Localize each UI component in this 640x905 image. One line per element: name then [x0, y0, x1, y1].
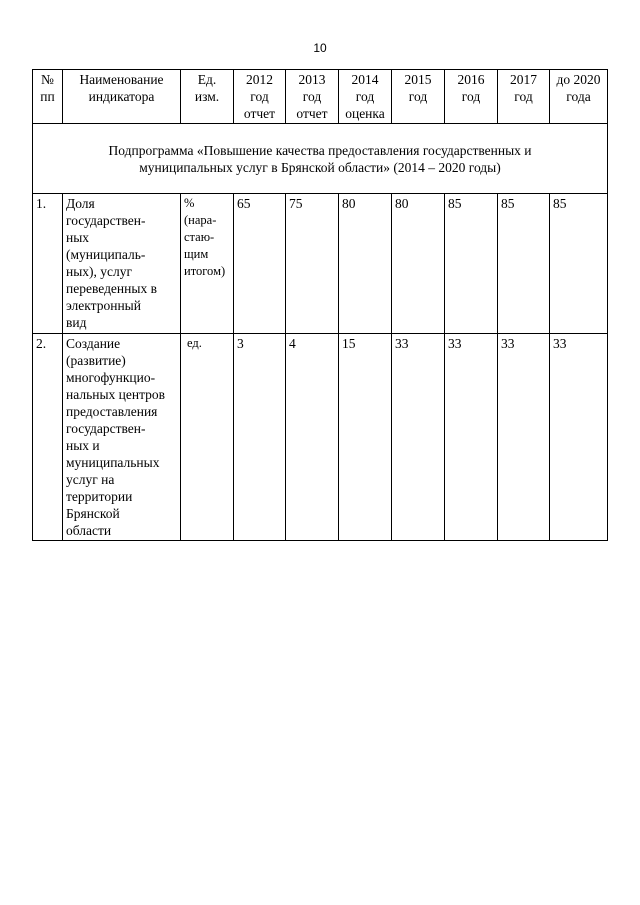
row-1-unit: [181, 194, 234, 334]
row-1-value-2014: 80: [339, 194, 392, 334]
header-num-line-1: №: [41, 72, 54, 87]
row-2-name-line: территории: [66, 489, 133, 504]
row-2-name-line: области: [66, 523, 112, 538]
row-2-value-2012: 3: [234, 334, 286, 541]
header-2014-line-1: 2014: [351, 72, 379, 87]
row-2-name-line: ных и: [66, 438, 100, 453]
header-unit-line-1: Ед.: [197, 72, 217, 87]
header-2017-line-1: 2017: [510, 72, 537, 87]
row-2-name-line: муниципальных: [66, 455, 160, 470]
header-unit: [181, 70, 234, 124]
header-2020: [550, 70, 608, 124]
subprogram-title-line-1: Подпрограмма «Повышение качества предоставления государственных и: [108, 142, 532, 158]
row-2-name-line: Создание: [66, 336, 121, 351]
row-2-name-line: предоставления: [66, 404, 158, 419]
header-num: [33, 70, 63, 124]
header-2014-line-3: оценка: [345, 106, 385, 121]
row-2-name-line: нальных центров: [66, 387, 166, 402]
row-2-name-line: многофункцио-: [66, 370, 156, 385]
row-1-name: [63, 194, 181, 334]
header-num-line-2: пп: [40, 89, 55, 104]
header-name: [63, 70, 181, 124]
header-2020-line-1: до 2020: [556, 72, 601, 87]
header-2016-line-1: 2016: [457, 72, 485, 87]
header-2016-line-2: год: [461, 89, 481, 104]
subprogram-title: [33, 124, 608, 194]
header-name-line-2: индикатора: [88, 89, 155, 104]
header-2013: [286, 70, 339, 124]
header-2017-line-2: год: [514, 89, 533, 104]
row-2-value-2020: 33: [550, 334, 608, 541]
header-2014: [339, 70, 392, 124]
row-1-value-2017: 85: [498, 194, 550, 334]
header-2012: [234, 70, 286, 124]
subprogram-title-line-2: муниципальных услуг в Брянской области» (2014 – 2020 годы): [139, 159, 501, 175]
row-1-name-line: Доля: [66, 196, 95, 211]
row-1-name-line: вид: [66, 315, 87, 330]
row-1-name-line: (муниципаль-: [66, 247, 146, 262]
row-2-name-line: (развитие): [66, 353, 126, 368]
row-2-unit: [181, 334, 234, 541]
row-1-unit-line: итогом): [184, 264, 226, 278]
row-1-value-2013: 75: [286, 194, 339, 334]
row-1-name-line: государствен-: [66, 213, 146, 228]
header-2012-line-2: год: [250, 89, 269, 104]
row-1-unit-line: %: [184, 196, 195, 210]
header-2013-line-1: 2013: [298, 72, 326, 87]
row-2-value-2013: 4: [286, 334, 339, 541]
header-2012-line-1: 2012: [246, 72, 273, 87]
header-2015: [392, 70, 445, 124]
header-2020-line-2: года: [566, 89, 591, 104]
row-1-value-2012: 65: [234, 194, 286, 334]
table-row: [33, 194, 608, 334]
row-2-value-2017: 33: [498, 334, 550, 541]
table-row: [33, 334, 608, 541]
row-1-num: 1.: [33, 194, 63, 334]
row-1-unit-line: щим: [184, 247, 209, 261]
row-2-name-line: государствен-: [66, 421, 146, 436]
row-2-value-2016: 33: [445, 334, 498, 541]
row-2-name-line: Брянской: [66, 506, 120, 521]
header-name-line-1: Наименование: [79, 72, 164, 87]
row-1-value-2016: 85: [445, 194, 498, 334]
header-2014-line-2: год: [355, 89, 375, 104]
header-2013-line-3: отчет: [296, 106, 328, 121]
header-2013-line-2: год: [302, 89, 322, 104]
row-2-name-line: услуг на: [66, 472, 115, 487]
header-unit-line-2: изм.: [194, 89, 220, 104]
header-2012-line-3: отчет: [243, 106, 276, 121]
page-number: 10: [313, 41, 327, 55]
table-header-row: [33, 70, 608, 124]
subprogram-row: [33, 124, 608, 194]
row-1-unit-line: (нара-: [184, 213, 217, 227]
row-1-value-2020: 85: [550, 194, 608, 334]
indicators-table: [32, 69, 608, 541]
row-2-value-2015: 33: [392, 334, 445, 541]
header-2015-line-1: 2015: [404, 72, 432, 87]
row-2-name: [63, 334, 181, 541]
header-2017: [498, 70, 550, 124]
row-2-unit-line: ед.: [187, 336, 202, 350]
row-1-unit-line: стаю-: [184, 230, 215, 244]
row-1-value-2015: 80: [392, 194, 445, 334]
header-2015-line-2: год: [408, 89, 428, 104]
row-1-name-line: ных), услуг: [66, 264, 133, 279]
row-2-value-2014: 15: [339, 334, 392, 541]
header-2016: [445, 70, 498, 124]
row-2-num: 2.: [33, 334, 63, 541]
row-1-name-line: переведенных в: [66, 281, 157, 296]
row-1-name-line: электронный: [66, 298, 141, 313]
row-1-name-line: ных: [66, 230, 90, 245]
